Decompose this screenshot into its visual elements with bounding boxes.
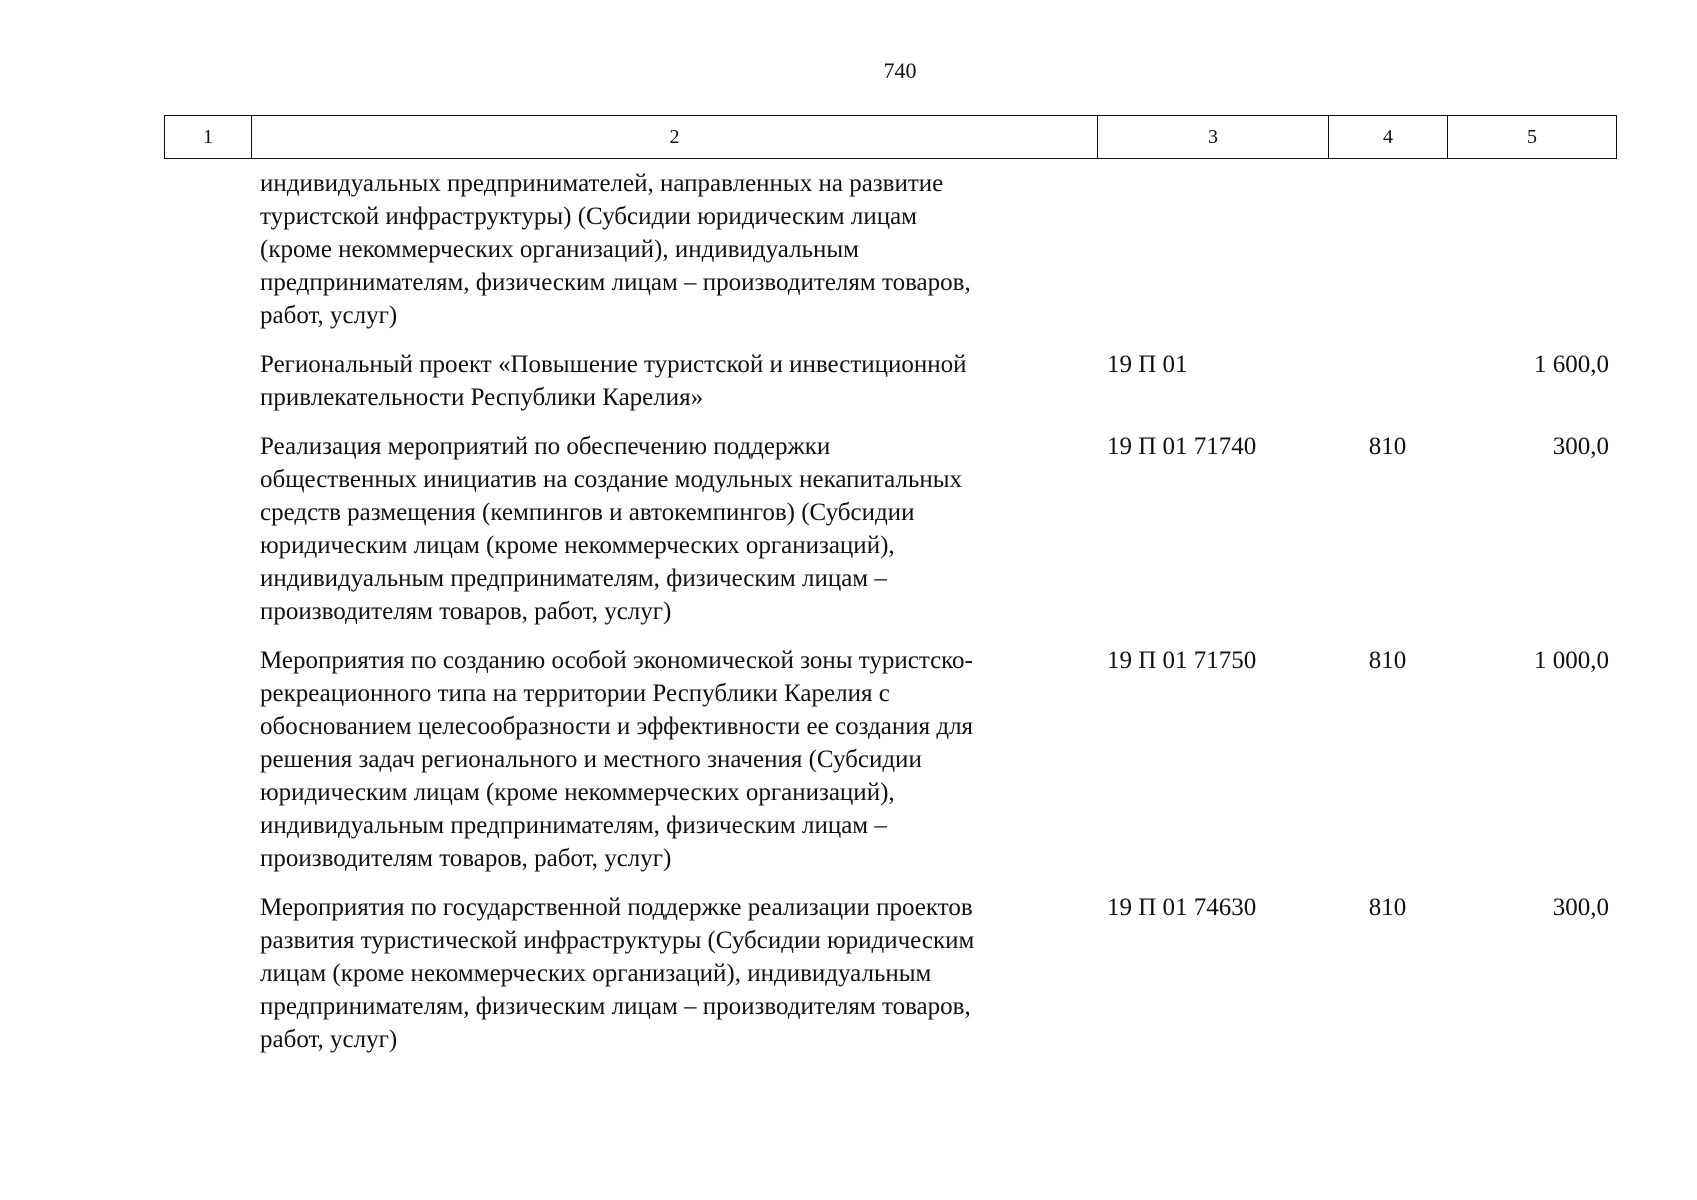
row-name: Региональный проект «Повышение туристской и инвестиционной привлекательности Республики Карелия» [260, 351, 967, 411]
row-expense-type [1328, 348, 1447, 414]
table-row [164, 348, 1617, 414]
page-number: 740 [883, 58, 917, 83]
table-row [164, 891, 1617, 1056]
row-code: 19 П 01 71740 [1107, 433, 1257, 460]
header-col-4: 4 [1329, 116, 1448, 158]
header-col-3: 3 [1098, 116, 1329, 158]
header-col-1: 1 [165, 116, 252, 158]
row-code [1097, 167, 1328, 332]
table-row [164, 430, 1617, 628]
row-code: 19 П 01 71750 [1107, 647, 1257, 674]
row-expense-type [1328, 167, 1447, 332]
table-row [164, 644, 1617, 875]
row-sum: 300,0 [1552, 433, 1609, 460]
row-sum: 1 600,0 [1534, 351, 1609, 378]
header-col-2: 2 [252, 116, 1098, 158]
table-row [164, 167, 1617, 332]
row-sum [1447, 167, 1617, 332]
row-expense-type: 810 [1368, 894, 1407, 921]
row-expense-type: 810 [1368, 433, 1407, 460]
table-body [164, 167, 1617, 1056]
header-col-5: 5 [1527, 125, 1537, 148]
row-code: 19 П 01 74630 [1107, 894, 1257, 921]
row-name: Реализация мероприятий по обеспечению поддержки общественных инициатив на создание модульных некапитальных средств размещения (кемпингов и автокемпингов) (Субсидии юридическим лицам (кроме некоммерческих организаций), индивидуальным предпринимателям, физическим лицам – производителям товаров, работ, услуг) [260, 433, 963, 625]
row-sum: 300,0 [1552, 894, 1609, 921]
row-name: Мероприятия по государственной поддержке реализации проектов развития туристической инфраструктуры (Субсидии юридическим лицам (кроме некоммерческих организаций), индивидуальным предпринимателям, физическим лицам – производителям товаров, работ, услуг) [260, 894, 975, 1053]
row-name: индивидуальных предпринимателей, направленных на развитие туристской инфраструктуры) (Субсидии юридическим лицам (кроме некоммерческих организаций), индивидуальным предпринимателям, физическим лицам – производителям товаров, работ, услуг) [260, 170, 971, 329]
row-name: Мероприятия по созданию особой экономической зоны туристско- рекреационного типа на территории Республики Карелия с обоснованием целесообразности и эффективности ее создания для решения задач регионального и местного значения (Субсидии юридическим лицам (кроме некоммерческих организаций), индивидуальным предпринимателям, физическим лицам – производителям товаров, работ, услуг) [260, 647, 974, 872]
row-expense-type: 810 [1368, 647, 1407, 674]
table-header [164, 115, 1617, 159]
row-code: 19 П 01 [1107, 351, 1188, 378]
row-sum: 1 000,0 [1534, 647, 1609, 674]
